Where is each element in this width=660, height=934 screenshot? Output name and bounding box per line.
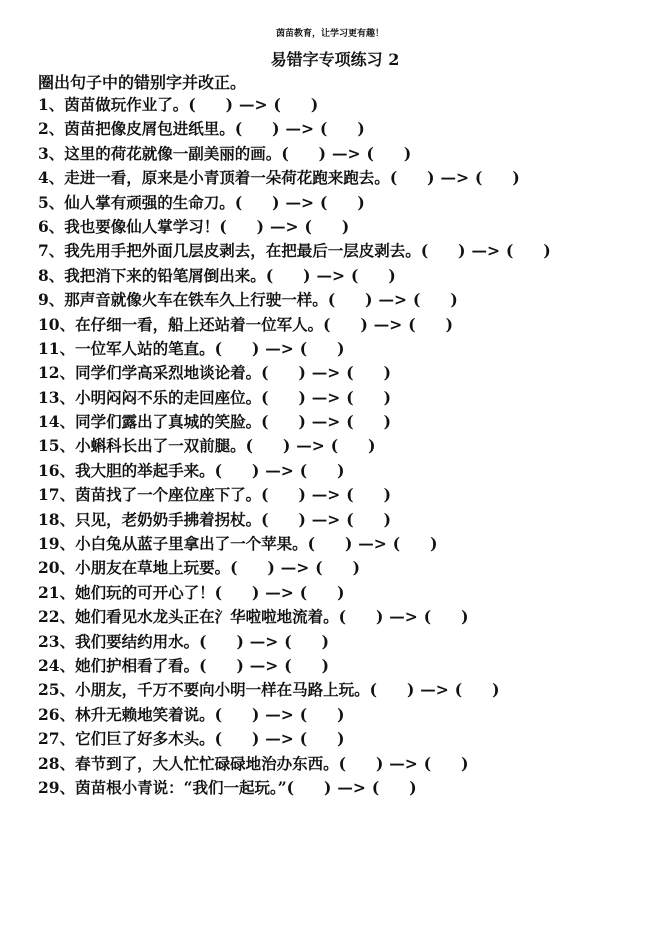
item-number: 15、 — [38, 436, 76, 456]
open-paren: ( — [299, 338, 308, 358]
exercise-list — [38, 94, 551, 801]
exercise-item — [38, 753, 551, 777]
close-paren: ) — [375, 607, 384, 627]
close-paren: ) — [321, 631, 329, 651]
item-sentence: 茵苗根小青说：“我们一起玩。” — [75, 777, 287, 797]
close-paren: ) — [344, 534, 353, 554]
open-paren: ( — [299, 729, 308, 749]
open-paren: ( — [506, 241, 514, 261]
open-paren: ( — [199, 631, 207, 651]
open-paren: ( — [214, 729, 222, 749]
open-paren: ( — [338, 753, 346, 773]
close-paren: ) — [337, 704, 345, 724]
open-paren: ( — [315, 558, 323, 578]
arrow: —> — [249, 655, 279, 675]
item-number: 1、 — [38, 95, 65, 114]
close-paren: ) — [461, 753, 469, 773]
open-paren: ( — [420, 241, 429, 261]
open-paren: ( — [454, 680, 463, 700]
item-sentence: 这里的荷花就像一副美丽的画。 — [64, 143, 282, 163]
arrow: —> — [270, 216, 299, 236]
page-header: 茵苗教育，让学习更有趣！ — [275, 29, 384, 39]
open-paren: ( — [286, 777, 295, 797]
close-paren: ) — [282, 436, 291, 456]
item-number: 24、 — [38, 655, 76, 675]
open-paren: ( — [299, 704, 308, 724]
item-sentence: 我们要结约用水。 — [75, 631, 200, 651]
item-number: 17、 — [38, 485, 76, 505]
arrow: —> — [440, 168, 469, 188]
open-paren: ( — [214, 582, 222, 602]
item-sentence: 一位军人站的笔直。 — [75, 338, 215, 358]
close-paren: ) — [445, 314, 453, 334]
item-sentence: 我也要像仙人掌学习！ — [64, 216, 220, 236]
exercise-item — [38, 265, 551, 289]
exercise-item — [38, 777, 551, 801]
close-paren: ) — [298, 509, 306, 529]
close-paren: ) — [403, 143, 412, 163]
arrow: —> — [311, 363, 341, 383]
item-sentence: 小朋友，千万不要向小明一样在马路上玩。 — [75, 680, 370, 700]
open-paren: ( — [346, 363, 354, 383]
close-paren: ) — [298, 485, 306, 505]
open-paren: ( — [230, 558, 238, 578]
exercise-item — [38, 435, 551, 459]
open-paren: ( — [423, 607, 432, 627]
open-paren: ( — [346, 387, 354, 407]
item-number: 7、 — [38, 241, 65, 261]
item-number: 3、 — [38, 143, 65, 163]
close-paren: ) — [368, 436, 376, 456]
arrow: —> — [311, 387, 341, 407]
close-paren: ) — [251, 582, 260, 602]
open-paren: ( — [304, 216, 312, 236]
open-paren: ( — [234, 192, 243, 212]
close-paren: ) — [236, 655, 244, 675]
open-paren: ( — [307, 534, 315, 554]
item-sentence: 它们巨了好多木头。 — [75, 729, 215, 749]
close-paren: ) — [461, 607, 469, 627]
arrow: —> — [373, 314, 403, 334]
open-paren: ( — [475, 168, 483, 188]
arrow: —> — [389, 607, 418, 627]
close-paren: ) — [492, 680, 500, 700]
close-paren: ) — [406, 680, 415, 700]
item-number: 13、 — [38, 387, 76, 407]
item-number: 9、 — [38, 290, 65, 310]
item-sentence: 小朋友在草地上玩要。 — [75, 558, 231, 578]
item-sentence: 那声音就像火车在铁车久上行驶一样。 — [64, 290, 328, 310]
arrow: —> — [316, 265, 345, 285]
open-paren: ( — [261, 485, 269, 505]
exercise-item — [38, 509, 551, 533]
close-paren: ) — [409, 777, 417, 797]
exercise-item — [38, 167, 551, 191]
item-number: 5、 — [38, 192, 65, 212]
open-paren: ( — [261, 509, 269, 529]
open-paren: ( — [369, 680, 377, 700]
item-sentence: 我大胆的举起手来。 — [75, 460, 215, 480]
arrow: —> — [265, 729, 294, 749]
item-number: 28、 — [38, 753, 76, 773]
close-paren: ) — [267, 558, 275, 578]
close-paren: ) — [430, 534, 438, 554]
close-paren: ) — [298, 387, 306, 407]
close-paren: ) — [251, 338, 260, 358]
item-sentence: 茵苗做玩作业了。 — [64, 95, 189, 114]
item-sentence: 春节到了，大人忙忙碌碌地治办东西。 — [75, 753, 339, 773]
close-paren: ) — [236, 631, 244, 651]
arrow: —> — [265, 582, 294, 602]
close-paren: ) — [251, 704, 260, 724]
exercise-item — [38, 557, 551, 581]
exercise-item — [38, 94, 551, 118]
item-number: 25、 — [38, 680, 76, 700]
arrow: —> — [285, 192, 314, 212]
open-paren: ( — [199, 655, 207, 675]
close-paren: ) — [324, 777, 332, 797]
open-paren: ( — [320, 119, 328, 139]
close-paren: ) — [251, 460, 260, 480]
exercise-item — [38, 679, 551, 703]
open-paren: ( — [413, 290, 421, 310]
open-paren: ( — [346, 485, 354, 505]
close-paren: ) — [357, 192, 365, 212]
open-paren: ( — [214, 338, 222, 358]
exercise-item — [38, 216, 551, 240]
item-number: 4、 — [38, 168, 65, 188]
arrow: —> — [471, 241, 500, 261]
arrow: —> — [265, 460, 294, 480]
close-paren: ) — [357, 119, 365, 139]
exercise-item — [38, 533, 551, 557]
close-paren: ) — [272, 192, 280, 212]
exercise-item — [38, 484, 551, 508]
close-paren: ) — [272, 119, 280, 139]
arrow: —> — [378, 290, 407, 310]
item-number: 14、 — [38, 412, 76, 432]
open-paren: ( — [265, 265, 274, 285]
close-paren: ) — [298, 412, 306, 432]
item-number: 22、 — [38, 607, 76, 627]
open-paren: ( — [299, 460, 308, 480]
open-paren: ( — [320, 192, 328, 212]
item-number: 26、 — [38, 704, 76, 724]
item-sentence: 她们护相看了看。 — [75, 655, 200, 675]
open-paren: ( — [214, 704, 222, 724]
close-paren: ) — [427, 168, 435, 188]
exercise-item — [38, 655, 551, 679]
open-paren: ( — [219, 216, 227, 236]
arrow: —> — [239, 95, 268, 114]
open-paren: ( — [389, 168, 398, 188]
exercise-item — [38, 143, 551, 167]
close-paren: ) — [337, 338, 345, 358]
close-paren: ) — [251, 729, 260, 749]
arrow: —> — [389, 753, 418, 773]
open-paren: ( — [261, 387, 269, 407]
item-sentence: 茵苗把像皮屑包进纸里。 — [64, 119, 235, 139]
exercise-item — [38, 362, 551, 386]
arrow: —> — [420, 680, 449, 700]
exercise-item — [38, 314, 551, 338]
item-sentence: 茵苗找了一个座位座下了。 — [75, 485, 262, 505]
arrow: —> — [265, 704, 294, 724]
open-paren: ( — [214, 460, 222, 480]
open-paren: ( — [351, 265, 359, 285]
arrow: —> — [285, 119, 314, 139]
close-paren: ) — [383, 412, 391, 432]
exercise-item — [38, 704, 551, 728]
item-number: 29、 — [38, 777, 76, 797]
open-paren: ( — [338, 607, 346, 627]
exercise-item — [38, 606, 551, 630]
arrow: —> — [311, 412, 341, 432]
item-sentence: 林升无赖地笑着说。 — [75, 704, 215, 724]
open-paren: ( — [261, 363, 269, 383]
item-number: 6、 — [38, 216, 65, 236]
item-sentence: 小白兔从蓝子里拿出了一个苹果。 — [75, 534, 308, 554]
close-paren: ) — [450, 290, 458, 310]
instruction: 圈出句子中的错别字并改正。 — [38, 73, 247, 92]
worksheet-title: 易错字专项练习 2 — [270, 50, 400, 69]
close-paren: ) — [512, 168, 520, 188]
arrow: —> — [332, 143, 361, 163]
close-paren: ) — [383, 387, 391, 407]
close-paren: ) — [383, 509, 391, 529]
item-sentence: 只见，老奶奶手拂着拐杖。 — [75, 509, 262, 529]
close-paren: ) — [321, 655, 329, 675]
open-paren: ( — [261, 412, 269, 432]
close-paren: ) — [225, 95, 233, 114]
open-paren: ( — [408, 314, 416, 334]
open-paren: ( — [346, 412, 354, 432]
exercise-item — [38, 631, 551, 655]
item-number: 12、 — [38, 363, 76, 383]
item-number: 16、 — [38, 460, 76, 480]
item-number: 23、 — [38, 631, 76, 651]
item-number: 27、 — [38, 729, 76, 749]
close-paren: ) — [337, 460, 345, 480]
item-sentence: 同学们露出了真城的笑脸。 — [75, 412, 262, 432]
item-sentence: 小蝌科长出了一双前腿。 — [75, 436, 246, 456]
open-paren: ( — [234, 119, 243, 139]
close-paren: ) — [360, 314, 368, 334]
arrow: —> — [249, 631, 279, 651]
item-sentence: 我先用手把外面几层皮剥去，在把最后一层皮剥去。 — [64, 241, 421, 261]
open-paren: ( — [188, 95, 196, 114]
item-sentence: 我把消下来的铅笔屑倒出来。 — [64, 265, 266, 285]
arrow: —> — [265, 338, 294, 358]
close-paren: ) — [383, 363, 391, 383]
exercise-item — [38, 192, 551, 216]
open-paren: ( — [330, 436, 339, 456]
close-paren: ) — [375, 753, 384, 773]
item-number: 18、 — [38, 509, 76, 529]
item-sentence: 她们看见水龙头正在氵华啦啦地流着。 — [75, 607, 339, 627]
item-number: 8、 — [38, 265, 65, 285]
open-paren: ( — [366, 143, 374, 163]
arrow: —> — [337, 777, 366, 797]
close-paren: ) — [310, 95, 319, 114]
close-paren: ) — [458, 241, 466, 261]
close-paren: ) — [337, 582, 345, 602]
open-paren: ( — [371, 777, 380, 797]
open-paren: ( — [284, 631, 292, 651]
close-paren: ) — [303, 265, 311, 285]
exercise-item — [38, 582, 551, 606]
item-sentence: 走进一看，原来是小青顶着一朵荷花跑来跑去。 — [64, 168, 390, 188]
arrow: —> — [358, 534, 387, 554]
open-paren: ( — [273, 95, 281, 114]
close-paren: ) — [341, 216, 350, 236]
exercise-item — [38, 338, 551, 362]
exercise-item — [38, 289, 551, 313]
open-paren: ( — [281, 143, 289, 163]
open-paren: ( — [423, 753, 432, 773]
exercise-item — [38, 118, 551, 142]
arrow: —> — [311, 485, 341, 505]
item-number: 11、 — [38, 338, 76, 358]
item-number: 20、 — [38, 558, 76, 578]
item-number: 10、 — [38, 314, 76, 334]
exercise-item — [38, 728, 551, 752]
item-sentence: 在仔细一看，船上还站着一位军人。 — [75, 314, 324, 334]
exercise-item — [38, 411, 551, 435]
item-number: 21、 — [38, 582, 76, 602]
exercise-item — [38, 240, 551, 264]
close-paren: ) — [383, 485, 391, 505]
item-sentence: 她们玩的可开心了！ — [75, 582, 215, 602]
close-paren: ) — [543, 241, 551, 261]
item-number: 2、 — [38, 119, 65, 139]
open-paren: ( — [327, 290, 336, 310]
close-paren: ) — [352, 558, 360, 578]
item-number: 19、 — [38, 534, 76, 554]
open-paren: ( — [245, 436, 253, 456]
open-paren: ( — [346, 509, 354, 529]
arrow: —> — [296, 436, 325, 456]
close-paren: ) — [365, 290, 373, 310]
item-sentence: 仙人掌有顽强的生命刀。 — [64, 192, 235, 212]
item-sentence: 同学们学高采烈地谈论着。 — [75, 363, 262, 383]
exercise-item — [38, 460, 551, 484]
open-paren: ( — [299, 582, 308, 602]
close-paren: ) — [388, 265, 396, 285]
open-paren: ( — [284, 655, 292, 675]
arrow: —> — [311, 509, 341, 529]
close-paren: ) — [298, 363, 306, 383]
open-paren: ( — [323, 314, 331, 334]
arrow: —> — [280, 558, 310, 578]
close-paren: ) — [337, 729, 345, 749]
item-sentence: 小明闷闷不乐的走回座位。 — [75, 387, 262, 407]
close-paren: ) — [318, 143, 326, 163]
open-paren: ( — [392, 534, 401, 554]
exercise-item — [38, 387, 551, 411]
close-paren: ) — [256, 216, 264, 236]
